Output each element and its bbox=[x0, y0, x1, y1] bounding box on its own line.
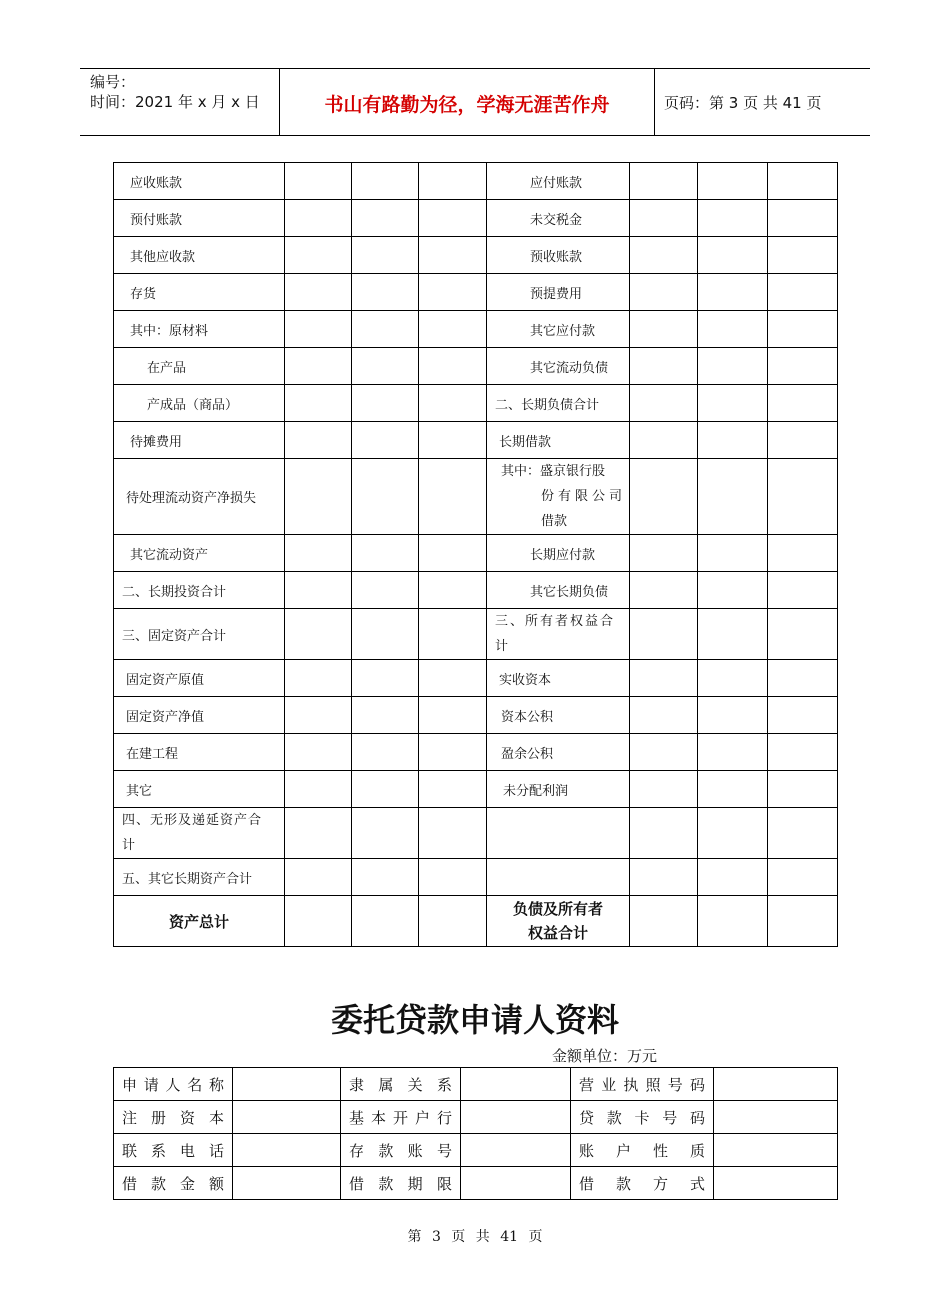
row-label: 三、固定资产合计 bbox=[114, 609, 285, 660]
value-cell[interactable] bbox=[285, 771, 352, 808]
field-value[interactable] bbox=[461, 1167, 571, 1200]
value-cell[interactable] bbox=[768, 697, 838, 734]
table-row bbox=[114, 348, 838, 385]
field-label-text bbox=[579, 1173, 705, 1194]
row-label: 其它长期负债 bbox=[487, 572, 630, 609]
value-cell[interactable] bbox=[352, 771, 419, 808]
value-cell[interactable] bbox=[352, 459, 419, 535]
value-cell[interactable] bbox=[352, 808, 419, 859]
value-cell[interactable] bbox=[285, 200, 352, 237]
amount-unit-label: 金额单位：万元 bbox=[552, 1047, 658, 1065]
label-char: 借 bbox=[122, 1174, 138, 1193]
value-cell[interactable] bbox=[352, 896, 419, 947]
label-char: 系 bbox=[150, 1141, 166, 1160]
value-cell[interactable] bbox=[352, 163, 419, 200]
row-label: 待处理流动资产净损失 bbox=[114, 459, 285, 535]
value-cell[interactable] bbox=[768, 660, 838, 697]
value-cell[interactable] bbox=[630, 535, 698, 572]
field-label-text bbox=[349, 1173, 452, 1194]
total-label-line: 权益合计 bbox=[527, 924, 588, 942]
value-cell[interactable] bbox=[419, 422, 487, 459]
field-label bbox=[571, 1167, 714, 1200]
field-value[interactable] bbox=[714, 1167, 838, 1200]
table-row bbox=[114, 859, 838, 896]
value-cell[interactable] bbox=[698, 609, 768, 660]
value-cell[interactable] bbox=[419, 535, 487, 572]
total-liabilities-label bbox=[487, 896, 630, 947]
value-cell[interactable] bbox=[768, 274, 838, 311]
value-cell[interactable] bbox=[352, 274, 419, 311]
value-cell[interactable] bbox=[285, 535, 352, 572]
page-header bbox=[80, 68, 870, 136]
row-label: 应付账款 bbox=[487, 163, 630, 200]
label-char: 号 bbox=[667, 1075, 683, 1094]
row-label-line: 计 bbox=[122, 838, 136, 853]
row-label: 应收账款 bbox=[114, 163, 285, 200]
value-cell[interactable] bbox=[768, 163, 838, 200]
value-cell[interactable] bbox=[419, 311, 487, 348]
label-char: 关 bbox=[407, 1075, 423, 1094]
value-cell[interactable] bbox=[698, 459, 768, 535]
row-label: 待摊费用 bbox=[114, 422, 285, 459]
value-cell[interactable] bbox=[630, 274, 698, 311]
value-cell[interactable] bbox=[768, 734, 838, 771]
row-label-line: 份有限公司 bbox=[541, 489, 627, 504]
row-label: 其他应收款 bbox=[114, 237, 285, 274]
value-cell[interactable] bbox=[419, 859, 487, 896]
field-label-text bbox=[579, 1074, 705, 1095]
row-label: 长期应付款 bbox=[487, 535, 630, 572]
value-cell[interactable] bbox=[419, 237, 487, 274]
header-motto-cell bbox=[280, 69, 655, 135]
table-row bbox=[114, 697, 838, 734]
value-cell[interactable] bbox=[285, 422, 352, 459]
value-cell[interactable] bbox=[419, 572, 487, 609]
label-char: 号 bbox=[436, 1141, 452, 1160]
row-label: 存货 bbox=[114, 274, 285, 311]
value-cell[interactable] bbox=[419, 348, 487, 385]
value-cell[interactable] bbox=[285, 385, 352, 422]
row-label: 固定资产原值 bbox=[114, 660, 285, 697]
value-cell[interactable] bbox=[768, 609, 838, 660]
table-row bbox=[114, 660, 838, 697]
label-char: 照 bbox=[645, 1075, 661, 1094]
field-label bbox=[341, 1068, 461, 1101]
value-cell[interactable] bbox=[352, 348, 419, 385]
value-cell[interactable] bbox=[352, 697, 419, 734]
row-label: 产成品（商品） bbox=[114, 385, 285, 422]
value-cell[interactable] bbox=[285, 459, 352, 535]
label-char: 卡 bbox=[634, 1108, 650, 1127]
value-cell[interactable] bbox=[285, 237, 352, 274]
value-cell[interactable] bbox=[352, 660, 419, 697]
value-cell[interactable] bbox=[630, 896, 698, 947]
value-cell[interactable] bbox=[698, 734, 768, 771]
value-cell[interactable] bbox=[698, 348, 768, 385]
value-cell[interactable] bbox=[352, 535, 419, 572]
row-label: 预付账款 bbox=[114, 200, 285, 237]
value-cell[interactable] bbox=[352, 734, 419, 771]
value-cell[interactable] bbox=[698, 697, 768, 734]
table-row bbox=[114, 609, 838, 660]
label-char: 业 bbox=[601, 1075, 617, 1094]
label-char: 质 bbox=[689, 1141, 705, 1160]
table-row bbox=[114, 734, 838, 771]
value-cell[interactable] bbox=[419, 200, 487, 237]
table-row bbox=[114, 572, 838, 609]
row-label-line: 三、所有者权益合 bbox=[495, 614, 616, 629]
value-cell[interactable] bbox=[768, 572, 838, 609]
row-label: 盈余公积 bbox=[487, 734, 630, 771]
value-cell[interactable] bbox=[630, 163, 698, 200]
value-cell[interactable] bbox=[285, 734, 352, 771]
value-cell[interactable] bbox=[419, 459, 487, 535]
field-label bbox=[341, 1167, 461, 1200]
value-cell[interactable] bbox=[768, 459, 838, 535]
value-cell[interactable] bbox=[698, 535, 768, 572]
field-label-text bbox=[122, 1140, 224, 1161]
value-cell[interactable] bbox=[698, 859, 768, 896]
label-char: 借 bbox=[349, 1174, 365, 1193]
label-char: 行 bbox=[436, 1108, 452, 1127]
value-cell[interactable] bbox=[698, 163, 768, 200]
field-value[interactable] bbox=[233, 1068, 341, 1101]
field-value[interactable] bbox=[233, 1167, 341, 1200]
row-label-line: 四、无形及递延资产合 bbox=[122, 813, 263, 828]
label-char: 码 bbox=[689, 1108, 705, 1127]
field-value[interactable] bbox=[461, 1101, 571, 1134]
row-label: 在产品 bbox=[114, 348, 285, 385]
row-label: 五、其它长期资产合计 bbox=[114, 859, 285, 896]
value-cell[interactable] bbox=[630, 734, 698, 771]
label-char: 资 bbox=[179, 1108, 195, 1127]
label-char: 款 bbox=[150, 1174, 166, 1193]
row-label-line: 其中：盛京银行股 bbox=[501, 464, 606, 479]
label-char: 系 bbox=[436, 1075, 452, 1094]
value-cell[interactable] bbox=[698, 385, 768, 422]
value-cell[interactable] bbox=[419, 808, 487, 859]
header-motto: 书山有路勤为径，学海无涯苦作舟 bbox=[324, 93, 610, 116]
value-cell[interactable] bbox=[768, 311, 838, 348]
row-label: 未分配利润 bbox=[487, 771, 630, 808]
header-meta bbox=[80, 69, 280, 135]
value-cell[interactable] bbox=[630, 859, 698, 896]
field-label-text bbox=[579, 1107, 705, 1128]
total-label-line: 负债及所有者 bbox=[512, 900, 603, 918]
value-cell[interactable] bbox=[419, 896, 487, 947]
field-label-text bbox=[122, 1074, 224, 1095]
label-char: 名 bbox=[187, 1075, 203, 1094]
value-cell[interactable] bbox=[768, 385, 838, 422]
label-char: 存 bbox=[349, 1141, 365, 1160]
table-row bbox=[114, 459, 838, 535]
label-char: 属 bbox=[378, 1075, 394, 1094]
row-label: 其它流动资产 bbox=[114, 535, 285, 572]
row-label-multiline bbox=[114, 808, 285, 859]
label-char: 金 bbox=[179, 1174, 195, 1193]
label-char: 款 bbox=[615, 1174, 631, 1193]
table-row bbox=[114, 200, 838, 237]
value-cell[interactable] bbox=[630, 459, 698, 535]
label-char: 电 bbox=[179, 1141, 195, 1160]
label-char: 本 bbox=[208, 1108, 224, 1127]
value-cell[interactable] bbox=[698, 660, 768, 697]
row-label: 二、长期投资合计 bbox=[114, 572, 285, 609]
label-char: 开 bbox=[392, 1108, 408, 1127]
label-char: 款 bbox=[606, 1108, 622, 1127]
row-label: 在建工程 bbox=[114, 734, 285, 771]
value-cell[interactable] bbox=[352, 572, 419, 609]
value-cell[interactable] bbox=[285, 859, 352, 896]
value-cell[interactable] bbox=[285, 348, 352, 385]
table-row bbox=[114, 274, 838, 311]
value-cell[interactable] bbox=[630, 572, 698, 609]
row-label-multiline bbox=[487, 459, 630, 535]
value-cell[interactable] bbox=[698, 896, 768, 947]
table-row bbox=[114, 1167, 838, 1200]
field-label bbox=[114, 1134, 233, 1167]
label-char: 限 bbox=[436, 1174, 452, 1193]
value-cell[interactable] bbox=[285, 896, 352, 947]
label-char: 隶 bbox=[349, 1075, 365, 1094]
value-cell[interactable] bbox=[768, 896, 838, 947]
value-cell[interactable] bbox=[630, 422, 698, 459]
label-char: 联 bbox=[122, 1141, 138, 1160]
value-cell[interactable] bbox=[419, 609, 487, 660]
value-cell[interactable] bbox=[419, 734, 487, 771]
value-cell[interactable] bbox=[419, 771, 487, 808]
label-char: 户 bbox=[414, 1108, 430, 1127]
balance-sheet-table bbox=[113, 162, 838, 947]
field-label-text bbox=[349, 1140, 452, 1161]
value-cell[interactable] bbox=[352, 200, 419, 237]
row-label: 未交税金 bbox=[487, 200, 630, 237]
row-label: 长期借款 bbox=[487, 422, 630, 459]
value-cell[interactable] bbox=[630, 311, 698, 348]
value-cell[interactable] bbox=[630, 660, 698, 697]
value-cell[interactable] bbox=[768, 859, 838, 896]
label-char: 营 bbox=[579, 1075, 595, 1094]
label-char: 注 bbox=[122, 1108, 138, 1127]
value-cell[interactable] bbox=[419, 697, 487, 734]
value-cell[interactable] bbox=[698, 200, 768, 237]
row-label: 预收账款 bbox=[487, 237, 630, 274]
value-cell[interactable] bbox=[768, 808, 838, 859]
value-cell[interactable] bbox=[352, 422, 419, 459]
total-assets-label: 资产总计 bbox=[114, 896, 285, 947]
value-cell[interactable] bbox=[698, 274, 768, 311]
value-cell[interactable] bbox=[285, 163, 352, 200]
value-cell[interactable] bbox=[285, 808, 352, 859]
label-char: 账 bbox=[579, 1141, 595, 1160]
row-label: 资本公积 bbox=[487, 697, 630, 734]
row-label: 二、长期负债合计 bbox=[487, 385, 630, 422]
row-label: 其它应付款 bbox=[487, 311, 630, 348]
value-cell[interactable] bbox=[768, 535, 838, 572]
value-cell[interactable] bbox=[630, 200, 698, 237]
applicant-info-table bbox=[113, 1067, 838, 1200]
value-cell[interactable] bbox=[698, 808, 768, 859]
label-char: 方 bbox=[652, 1174, 668, 1193]
field-label bbox=[114, 1101, 233, 1134]
label-char: 性 bbox=[652, 1141, 668, 1160]
value-cell[interactable] bbox=[698, 237, 768, 274]
label-char: 账 bbox=[407, 1141, 423, 1160]
value-cell[interactable] bbox=[630, 385, 698, 422]
value-cell[interactable] bbox=[768, 348, 838, 385]
field-value[interactable] bbox=[714, 1134, 838, 1167]
label-char: 码 bbox=[689, 1075, 705, 1094]
field-label bbox=[114, 1167, 233, 1200]
field-label bbox=[341, 1101, 461, 1134]
field-value[interactable] bbox=[233, 1101, 341, 1134]
label-char: 执 bbox=[623, 1075, 639, 1094]
label-char: 户 bbox=[615, 1141, 631, 1160]
label-char: 申 bbox=[122, 1075, 138, 1094]
field-label-text bbox=[349, 1074, 452, 1095]
value-cell[interactable] bbox=[768, 771, 838, 808]
value-cell[interactable] bbox=[352, 237, 419, 274]
value-cell[interactable] bbox=[352, 385, 419, 422]
value-cell[interactable] bbox=[285, 697, 352, 734]
value-cell[interactable] bbox=[630, 697, 698, 734]
label-char: 额 bbox=[208, 1174, 224, 1193]
value-cell[interactable] bbox=[352, 609, 419, 660]
label-char: 话 bbox=[208, 1141, 224, 1160]
value-cell[interactable] bbox=[285, 274, 352, 311]
table-row bbox=[114, 1134, 838, 1167]
table-row bbox=[114, 1101, 838, 1134]
row-label: 其它 bbox=[114, 771, 285, 808]
value-cell[interactable] bbox=[419, 385, 487, 422]
empty-label-cell bbox=[487, 808, 630, 859]
header-page-info: 页码：第 3 页 共 41 页 bbox=[664, 93, 822, 112]
value-cell[interactable] bbox=[698, 771, 768, 808]
table-row bbox=[114, 163, 838, 200]
field-label-text bbox=[122, 1173, 224, 1194]
value-cell[interactable] bbox=[630, 348, 698, 385]
row-label-multiline bbox=[487, 609, 630, 660]
value-cell[interactable] bbox=[352, 859, 419, 896]
field-label-text bbox=[579, 1140, 705, 1161]
document-number-label: 编号： bbox=[90, 73, 136, 91]
value-cell[interactable] bbox=[285, 572, 352, 609]
label-char: 款 bbox=[378, 1174, 394, 1193]
label-char: 号 bbox=[662, 1108, 678, 1127]
field-value[interactable] bbox=[714, 1068, 838, 1101]
row-label: 预提费用 bbox=[487, 274, 630, 311]
field-label-text bbox=[349, 1107, 452, 1128]
value-cell[interactable] bbox=[285, 660, 352, 697]
value-cell[interactable] bbox=[419, 274, 487, 311]
field-label bbox=[571, 1101, 714, 1134]
page-footer: 第 3 页 共 41 页 bbox=[407, 1229, 543, 1245]
table-row bbox=[114, 237, 838, 274]
field-value[interactable] bbox=[461, 1068, 571, 1101]
label-char: 请 bbox=[143, 1075, 159, 1094]
label-char: 款 bbox=[378, 1141, 394, 1160]
label-char: 借 bbox=[579, 1174, 595, 1193]
table-row bbox=[114, 535, 838, 572]
label-char: 式 bbox=[689, 1174, 705, 1193]
section-title: 委托贷款申请人资料 bbox=[330, 1001, 619, 1039]
field-value[interactable] bbox=[714, 1101, 838, 1134]
row-label-line: 计 bbox=[495, 639, 509, 654]
row-label: 其它流动负债 bbox=[487, 348, 630, 385]
table-row bbox=[114, 1068, 838, 1101]
value-cell[interactable] bbox=[768, 422, 838, 459]
value-cell[interactable] bbox=[698, 311, 768, 348]
value-cell[interactable] bbox=[768, 200, 838, 237]
label-char: 贷 bbox=[579, 1108, 595, 1127]
row-label: 固定资产净值 bbox=[114, 697, 285, 734]
label-char: 人 bbox=[165, 1075, 181, 1094]
empty-label-cell bbox=[487, 859, 630, 896]
table-row bbox=[114, 385, 838, 422]
value-cell[interactable] bbox=[352, 311, 419, 348]
value-cell[interactable] bbox=[630, 609, 698, 660]
value-cell[interactable] bbox=[698, 572, 768, 609]
table-row bbox=[114, 422, 838, 459]
label-char: 称 bbox=[208, 1075, 224, 1094]
value-cell[interactable] bbox=[419, 660, 487, 697]
value-cell[interactable] bbox=[630, 771, 698, 808]
document-time: 时间：2021 年 x 月 x 日 bbox=[90, 93, 260, 111]
label-char: 册 bbox=[150, 1108, 166, 1127]
field-value[interactable] bbox=[233, 1134, 341, 1167]
field-value[interactable] bbox=[461, 1134, 571, 1167]
field-label bbox=[571, 1068, 714, 1101]
field-label-text bbox=[122, 1107, 224, 1128]
row-label: 其中：原材料 bbox=[114, 311, 285, 348]
row-label: 实收资本 bbox=[487, 660, 630, 697]
table-row bbox=[114, 808, 838, 859]
value-cell[interactable] bbox=[285, 311, 352, 348]
row-label-line: 借款 bbox=[541, 514, 568, 529]
table-row bbox=[114, 311, 838, 348]
value-cell[interactable] bbox=[419, 163, 487, 200]
label-char: 期 bbox=[407, 1174, 423, 1193]
field-label bbox=[571, 1134, 714, 1167]
field-label bbox=[341, 1134, 461, 1167]
value-cell[interactable] bbox=[285, 609, 352, 660]
value-cell[interactable] bbox=[630, 808, 698, 859]
value-cell[interactable] bbox=[630, 237, 698, 274]
value-cell[interactable] bbox=[768, 237, 838, 274]
value-cell[interactable] bbox=[698, 422, 768, 459]
label-char: 本 bbox=[370, 1108, 386, 1127]
table-row bbox=[114, 771, 838, 808]
label-char: 基 bbox=[349, 1108, 365, 1127]
table-row-total bbox=[114, 896, 838, 947]
field-label bbox=[114, 1068, 233, 1101]
